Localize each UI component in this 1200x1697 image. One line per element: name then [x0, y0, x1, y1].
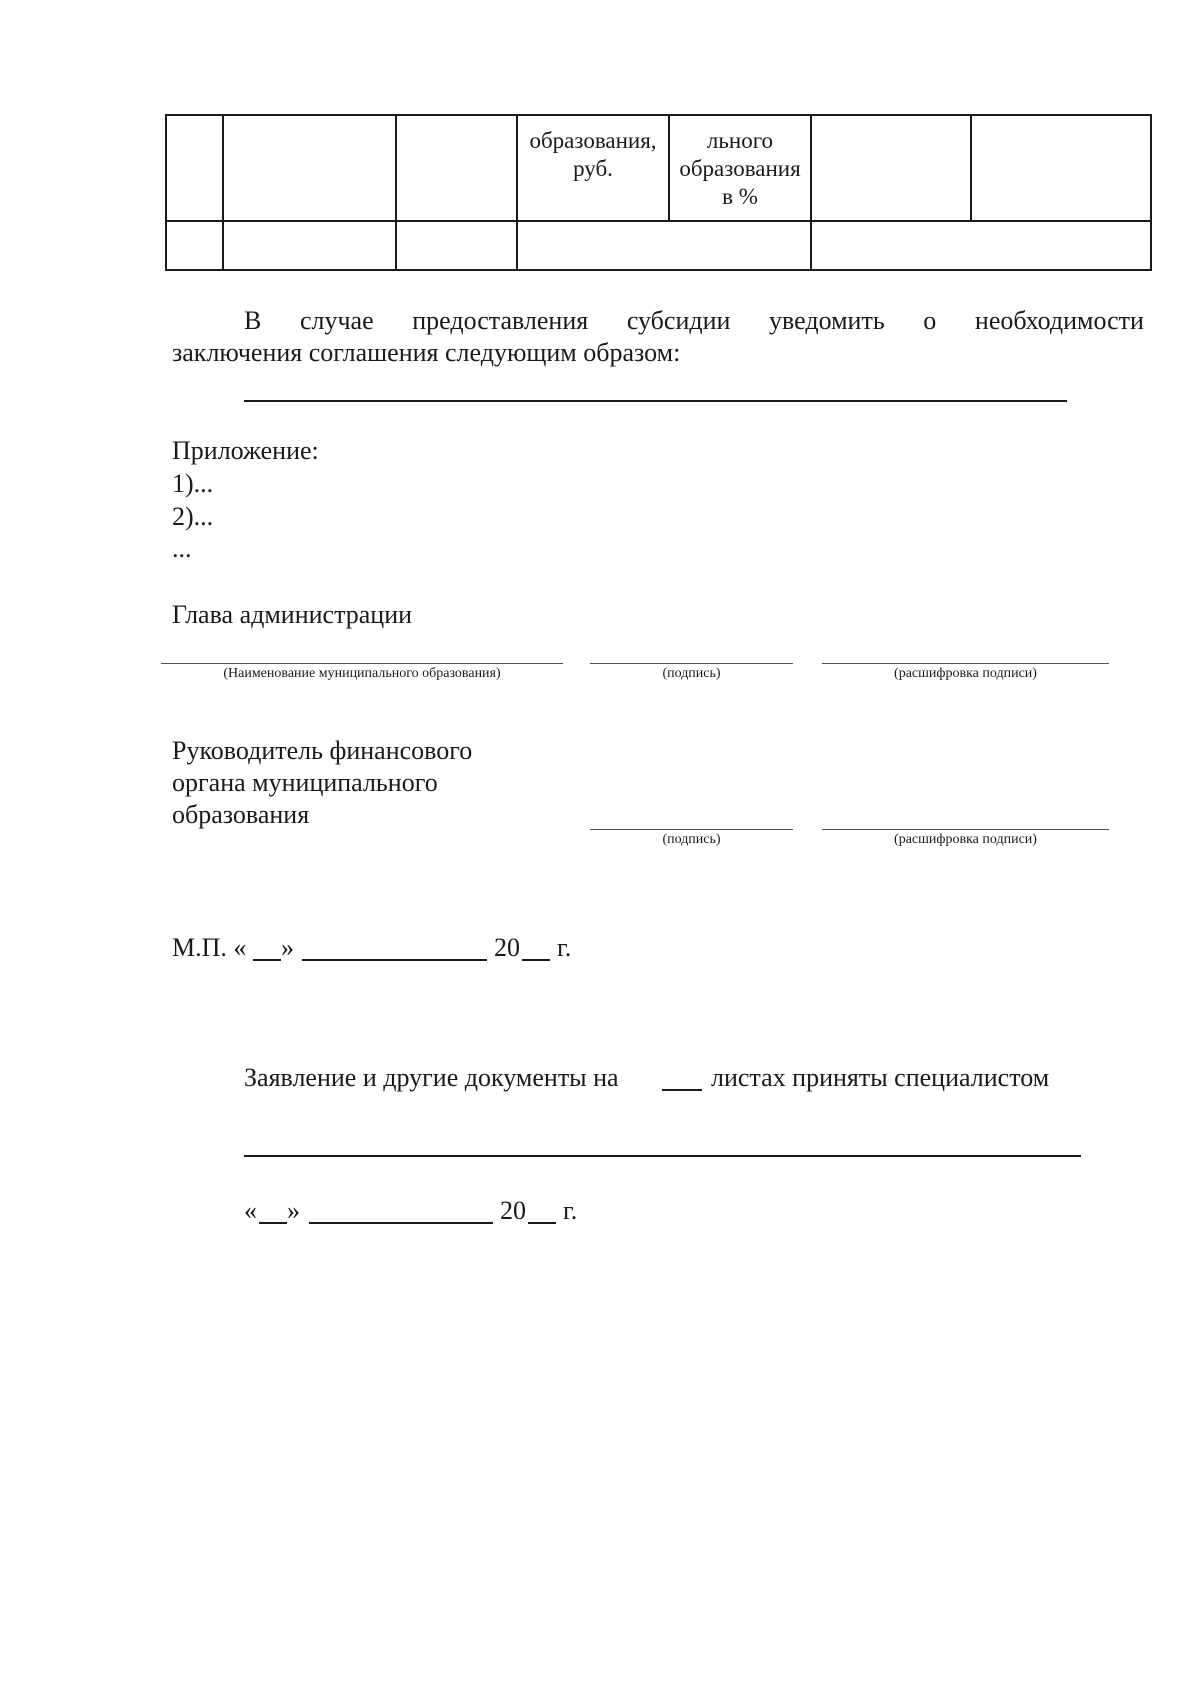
stamp-year-prefix: 20: [494, 933, 520, 962]
head-signature-decode-line: [822, 663, 1109, 664]
finance-signature-decode-line: [822, 829, 1109, 830]
receipt-year-prefix: 20: [500, 1196, 526, 1225]
finance-head-title: Руководитель финансового органа муниципального образования: [172, 736, 473, 829]
stamp-prefix: М.П. «: [172, 933, 247, 962]
receipt-text-before: Заявление и другие документы на: [244, 1063, 619, 1092]
table-header-cell-rub: образования, руб.: [529, 128, 657, 181]
stamp-year-blank: [522, 959, 550, 961]
receipt-text-after: листах приняты специалистом: [711, 1063, 1050, 1092]
head-signature-line: [590, 663, 793, 664]
finance-signature-decode-label: (расшифровка подписи): [894, 832, 1037, 847]
municipality-name-label: (Наименование муниципального образования): [223, 666, 501, 681]
receipt-specialist-blank: [244, 1155, 1081, 1157]
receipt-month-blank: [309, 1222, 493, 1224]
municipality-name-line: [161, 663, 563, 664]
stamp-suffix: г.: [557, 933, 572, 962]
attachment-item: ...: [172, 534, 192, 563]
receipt-date-open: «: [244, 1196, 257, 1225]
notice-paragraph: [172, 305, 1144, 369]
receipt-date-close: »: [287, 1196, 300, 1225]
head-signature-decode-label: (расшифровка подписи): [894, 666, 1037, 681]
attachment-item: 1)...: [172, 469, 214, 498]
notice-line-1: В случае предоставления субсидии уведомить о необходимости: [244, 306, 1144, 335]
receipt-sheets-blank: [662, 1089, 702, 1091]
stamp-close-quote: »: [281, 933, 294, 962]
receipt-day-blank: [259, 1222, 287, 1224]
attachments-title: Приложение:: [172, 436, 319, 465]
table-header-cell-percent: льного образования в %: [679, 128, 801, 209]
stamp-month-blank: [302, 959, 487, 961]
finance-signature-line: [590, 829, 793, 830]
stamp-day-blank: [253, 959, 281, 961]
notice-line-2: заключения соглашения следующим образом:: [172, 338, 681, 367]
notice-blank-line: [244, 400, 1067, 402]
head-title: Глава администрации: [172, 600, 413, 629]
receipt-suffix: г.: [563, 1196, 578, 1225]
attachment-item: 2)...: [172, 502, 214, 531]
head-signature-label: (подпись): [662, 666, 721, 681]
finance-signature-label: (подпись): [662, 832, 721, 847]
receipt-year-blank: [528, 1222, 556, 1224]
